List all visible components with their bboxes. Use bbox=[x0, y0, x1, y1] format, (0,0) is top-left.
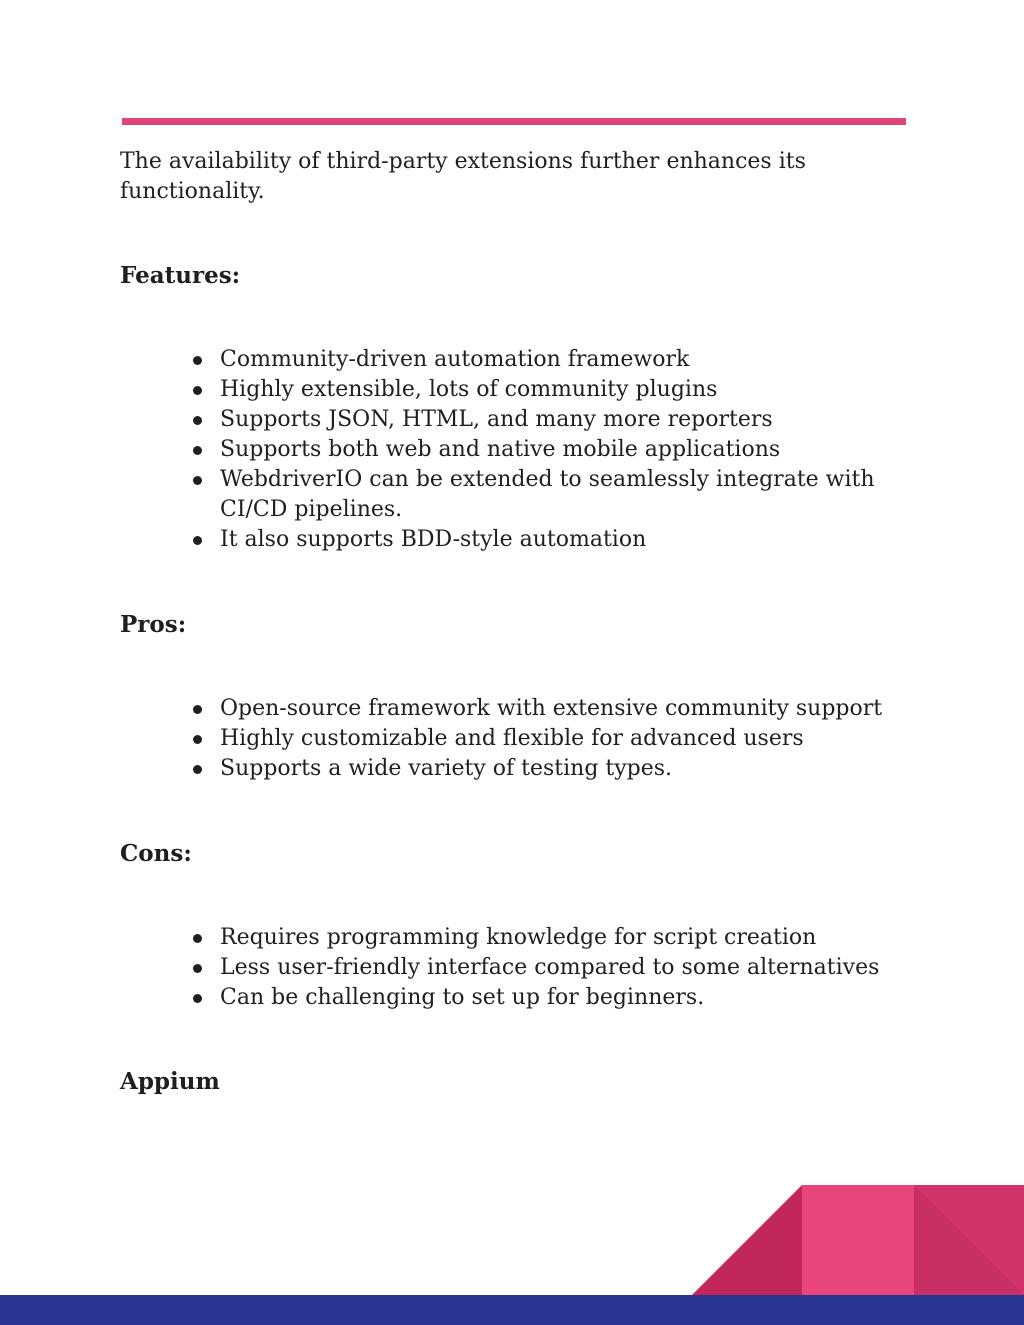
list-item: Supports a wide variety of testing types. bbox=[186, 754, 906, 784]
footer-navy-bar bbox=[0, 1295, 1024, 1325]
intro-paragraph: The availability of third-party extensions further enhances its functionality. bbox=[120, 149, 806, 204]
list-item: Less user-friendly interface compared to some alternatives bbox=[186, 953, 906, 983]
pros-heading: Pros: bbox=[120, 611, 187, 638]
list-item: WebdriverIO can be extended to seamlessly integrate with CI/CD pipelines. bbox=[186, 465, 906, 525]
list-item: Highly extensible, lots of community plugins bbox=[186, 375, 906, 405]
footer-pink-block bbox=[802, 1185, 914, 1295]
list-item: Highly customizable and flexible for advanced users bbox=[186, 724, 906, 754]
cons-heading: Cons: bbox=[120, 840, 192, 867]
list-item: Supports both web and native mobile applications bbox=[186, 435, 906, 465]
list-item: Requires programming knowledge for script creation bbox=[186, 923, 906, 953]
footer-triangle-shape bbox=[692, 1185, 802, 1295]
appium-heading: Appium bbox=[120, 1068, 220, 1095]
list-item: It also supports BDD-style automation bbox=[186, 525, 906, 555]
list-item: Community-driven automation framework bbox=[186, 345, 906, 375]
list-item: Supports JSON, HTML, and many more reporters bbox=[186, 405, 906, 435]
features-heading: Features: bbox=[120, 262, 241, 289]
list-item: Open-source framework with extensive community support bbox=[186, 694, 906, 724]
list-item: Can be challenging to set up for beginners. bbox=[186, 983, 906, 1013]
